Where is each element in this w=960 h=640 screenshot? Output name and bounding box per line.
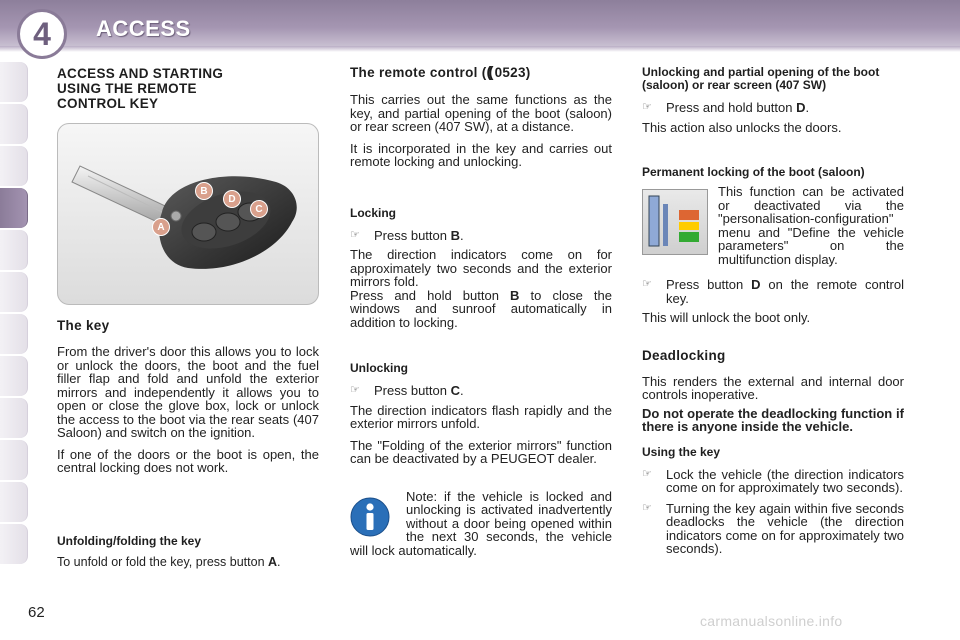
label-b-badge xyxy=(195,182,213,200)
locking-para2-pre: Press and hold button xyxy=(350,287,511,303)
partial-bullet-end: . xyxy=(805,100,810,115)
pointer-icon: ☞ xyxy=(642,101,652,113)
paragraph-unlocking-1: The direction indicators flash rapidly and the exterior mirrors unfold. xyxy=(350,402,612,431)
label-c-badge xyxy=(250,200,268,218)
label-a-badge xyxy=(152,218,170,236)
bullet-using-2-text: Turning the key again within five seconds deadlocks the vehicle (the direction indicators come on for approximately two seconds). xyxy=(666,500,904,556)
heading-using-key: Using the key xyxy=(642,444,721,459)
heading-the-key: The key xyxy=(57,318,110,333)
paragraph-unfolding xyxy=(57,556,319,570)
paragraph-remote-2: It is incorporated in the key and carries out remote locking and unlocking. xyxy=(350,140,612,169)
pointer-icon: ☞ xyxy=(642,278,652,290)
permanent-locking-block xyxy=(642,185,904,266)
paragraph-key-1: From the driver's door this allows you to lock or unlock the doors, the boot and the fuel filler flap and fold and unfold the exterior mirrors and independently it allows you to open or close the glove box, lock or unlock the access to the boot via the rear seats (407 Saloon) and switch on the ignition. xyxy=(57,344,319,440)
unlocking-bullet-pre: Press button xyxy=(374,383,451,398)
paragraph-remote-1: This carries out the same functions as the key, and partial opening of the boot (saloon) or rear screen (407 SW), at a distance. xyxy=(350,92,612,134)
chapter-number-badge: 4 xyxy=(17,9,67,59)
pointer-icon: ☞ xyxy=(350,228,360,241)
paragraph-boot-only: This will unlock the boot only. xyxy=(642,310,811,325)
side-tab-3[interactable] xyxy=(0,146,28,186)
bullet-unlocking-text xyxy=(374,384,612,398)
title-line-3: CONTROL KEY xyxy=(57,96,159,111)
info-icon-wrap xyxy=(350,490,402,542)
paragraph-unlocking-2: The "Folding of the exterior mirrors" function can be deactivated by a PEUGEOT dealer. xyxy=(350,437,612,466)
label-c-text: C xyxy=(255,204,263,215)
paragraph-locking-2 xyxy=(350,289,612,330)
section-title-access xyxy=(57,66,319,111)
perm-button-ref: D xyxy=(751,277,761,292)
bullet-partial-text xyxy=(666,101,904,115)
unfold-end: . xyxy=(277,554,281,569)
paragraph-deadlocking: This renders the external and internal door controls inoperative. xyxy=(642,373,904,402)
partial-button-ref: D xyxy=(796,100,806,115)
label-d-badge xyxy=(223,190,241,208)
side-tab-4-active[interactable] xyxy=(0,188,28,228)
bullet-locking-text xyxy=(374,229,612,243)
partial-bullet-pre: Press and hold button xyxy=(666,100,797,115)
bullet-using-2 xyxy=(642,502,904,556)
display-settings-image xyxy=(642,189,708,255)
paragraph-key-2: If one of the doors or the boot is open, the central locking does not work. xyxy=(57,446,319,475)
paragraph-partial: This action also unlocks the doors. xyxy=(642,119,842,135)
remote-signal-icon: (( xyxy=(486,64,491,81)
side-tab-11[interactable] xyxy=(0,482,28,522)
side-tab-9[interactable] xyxy=(0,398,28,438)
heading-locking: Locking xyxy=(350,205,397,220)
heading-unlocking: Unlocking xyxy=(350,361,409,375)
note-text: Note: if the vehicle is locked and unlocking is activated inadvertently without a door being opened within the next 30 seconds, the vehicle will lock automatically. xyxy=(350,488,612,558)
side-tab-5[interactable] xyxy=(0,230,28,270)
locking-para2-post: to close the windows and sunroof automatically in addition to locking. xyxy=(350,287,612,330)
locking-bullet-end: . xyxy=(460,227,464,243)
bullet-permanent-text xyxy=(666,278,904,305)
label-b-text: B xyxy=(200,186,208,197)
heading-permanent-locking: Permanent locking of the boot (saloon) xyxy=(642,165,865,179)
heading-remote-control xyxy=(350,66,612,80)
label-d-text: D xyxy=(228,194,236,205)
watermark-text: carmanualsonline.info xyxy=(700,613,843,629)
side-tab-8[interactable] xyxy=(0,356,28,396)
remote-key-image xyxy=(57,123,319,305)
bullet-using-1-text: Lock the vehicle (the direction indicators come on for approximately two seconds). xyxy=(666,466,904,495)
remote-heading-post: 0523) xyxy=(490,65,531,80)
paragraph-permanent-locking: This function can be activated or deactivated via the "personalisation-configuration" menu and "Define the vehicle parameters" on the multifunction display. xyxy=(718,184,904,267)
column-2 xyxy=(350,66,612,557)
column-3 xyxy=(642,66,904,556)
side-tab-6[interactable] xyxy=(0,272,28,312)
unlocking-button-ref: C xyxy=(450,383,460,398)
locking-bullet-pre: Press button xyxy=(374,227,451,243)
locking-para2-button-ref: B xyxy=(510,287,520,303)
heading-unfolding: Unfolding/folding the key xyxy=(57,533,201,548)
title-line-2: USING THE REMOTE xyxy=(57,81,197,96)
side-tab-10[interactable] xyxy=(0,440,28,480)
heading-deadlocking: Deadlocking xyxy=(642,347,726,363)
heading-partial-opening: Unlocking and partial opening of the boot (saloon) or rear screen (407 SW) xyxy=(642,65,880,92)
paragraph-locking-1: The direction indicators come on for approximately two seconds and the exterior mirrors fold. xyxy=(350,247,612,289)
remote-heading-pre: The remote control ( xyxy=(350,65,487,80)
info-icon xyxy=(350,496,390,538)
unfold-text: To unfold or fold the key, press button xyxy=(57,554,269,569)
note-box xyxy=(350,490,612,558)
perm-bullet-pre: Press button xyxy=(666,277,752,292)
pointer-icon: ☞ xyxy=(642,501,652,514)
unlocking-bullet-end: . xyxy=(460,383,464,398)
column-1 xyxy=(57,66,319,569)
perm-bullet-post: on the remote control key. xyxy=(666,277,904,306)
chapter-side-tabs xyxy=(0,62,30,566)
bullet-unlocking xyxy=(350,384,612,398)
side-tab-2[interactable] xyxy=(0,104,28,144)
header-shadow xyxy=(0,46,960,52)
bullet-partial xyxy=(642,101,904,115)
bullet-using-1 xyxy=(642,468,904,495)
side-tab-7[interactable] xyxy=(0,314,28,354)
side-tab-12[interactable] xyxy=(0,524,28,564)
bullet-locking xyxy=(350,229,612,243)
title-line-1: ACCESS AND STARTING xyxy=(57,66,224,81)
pointer-icon: ☞ xyxy=(350,384,360,396)
side-tab-1[interactable] xyxy=(0,62,28,102)
pointer-icon: ☞ xyxy=(642,467,652,480)
locking-button-ref: B xyxy=(450,227,460,243)
warning-deadlocking: Do not operate the deadlocking function if there is anyone inside the vehicle. xyxy=(642,405,904,434)
page-number: 62 xyxy=(28,604,45,621)
label-a-text: A xyxy=(157,222,165,233)
unfold-button-ref: A xyxy=(268,554,278,569)
chapter-title: ACCESS xyxy=(96,16,191,41)
bullet-permanent xyxy=(642,278,904,305)
